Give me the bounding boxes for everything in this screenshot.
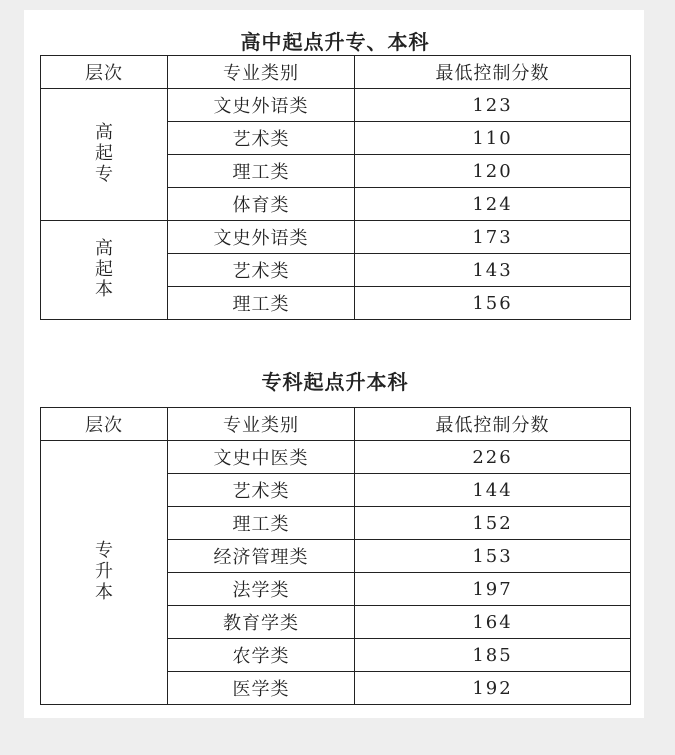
header-min-score: 最低控制分数 [355,408,631,441]
score-cell: 120 [355,155,631,188]
score-cell: 164 [355,606,631,639]
header-category: 专业类别 [168,408,355,441]
category-cell: 文史中医类 [168,441,355,474]
category-cell: 理工类 [168,507,355,540]
header-level: 层次 [41,408,168,441]
score-cell: 192 [355,672,631,705]
score-cell: 153 [355,540,631,573]
score-cell: 226 [355,441,631,474]
level-cell [41,221,168,320]
score-cell: 123 [355,89,631,122]
score-cell: 173 [355,221,631,254]
table-row [41,89,631,122]
table-row [41,441,631,474]
category-cell: 体育类 [168,188,355,221]
category-cell: 法学类 [168,573,355,606]
score-cell: 152 [355,507,631,540]
category-cell: 教育学类 [168,606,355,639]
header-level: 层次 [41,56,168,89]
header-category: 专业类别 [168,56,355,89]
score-cell: 197 [355,573,631,606]
score-cell: 124 [355,188,631,221]
score-cell: 185 [355,639,631,672]
score-table-section2 [40,407,631,705]
category-cell: 艺术类 [168,474,355,507]
category-cell: 经济管理类 [168,540,355,573]
level-label: 高起本 [94,237,113,301]
category-cell: 艺术类 [168,122,355,155]
level-label: 专升本 [94,540,113,603]
category-cell: 理工类 [168,287,355,320]
category-cell: 理工类 [168,155,355,188]
score-cell: 144 [355,474,631,507]
category-cell: 文史外语类 [168,221,355,254]
score-table-section1 [40,55,631,320]
table-header-row [41,56,631,89]
score-cell: 143 [355,254,631,287]
level-cell [41,441,168,705]
table-header-row [41,408,631,441]
level-label: 高起专 [94,122,113,185]
section2-title: 专科起点升本科 [261,370,409,394]
category-cell: 医学类 [168,672,355,705]
score-cell: 156 [355,287,631,320]
table-row [41,221,631,254]
header-min-score: 最低控制分数 [355,56,631,89]
section1-title: 高中起点升专、本科 [240,30,430,54]
level-cell [41,89,168,221]
category-cell: 文史外语类 [168,89,355,122]
score-cell: 110 [355,122,631,155]
category-cell: 农学类 [168,639,355,672]
category-cell: 艺术类 [168,254,355,287]
